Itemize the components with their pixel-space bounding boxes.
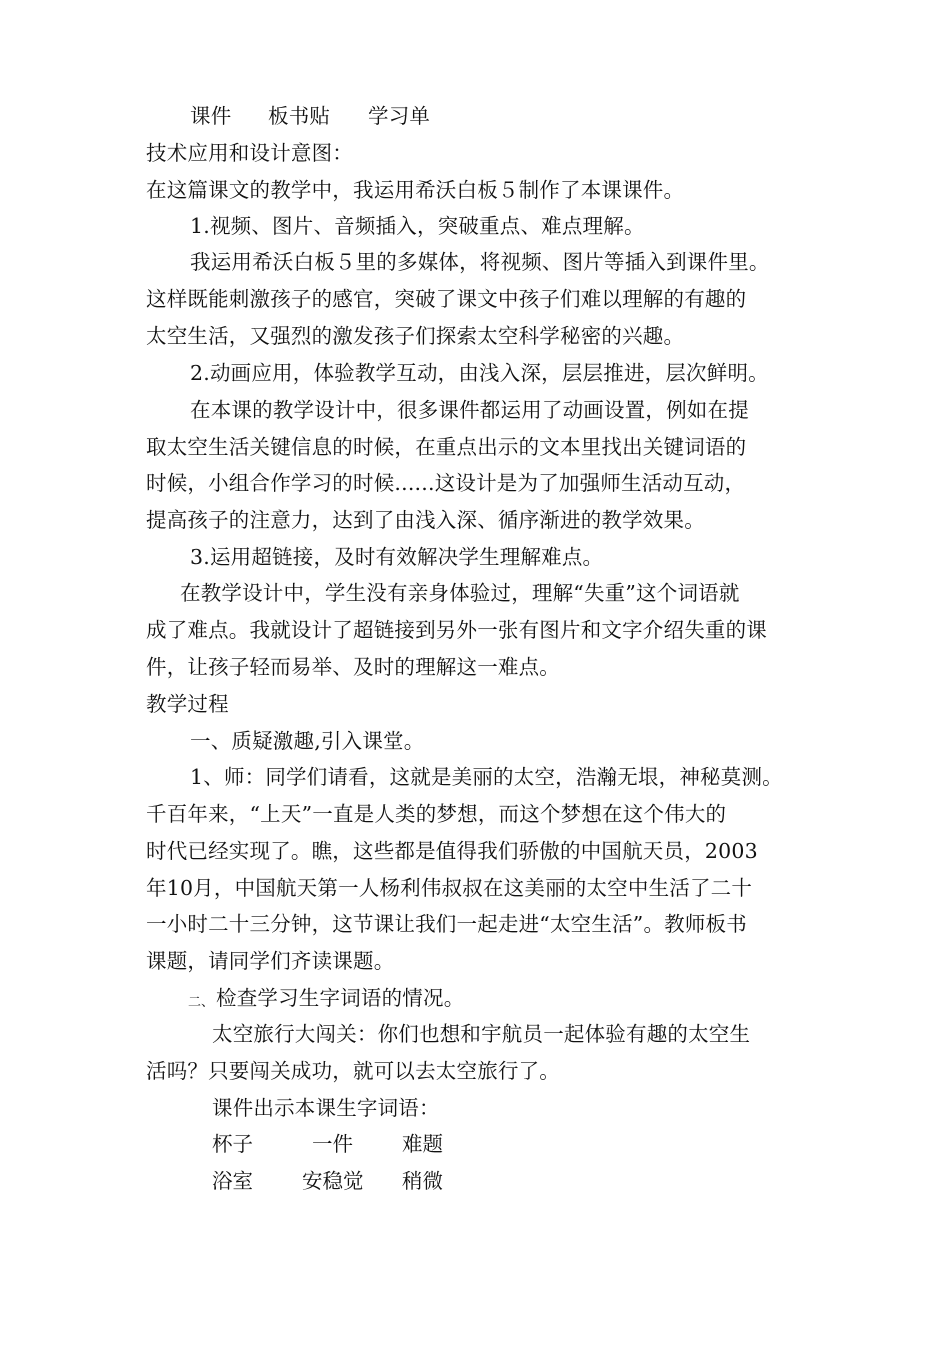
step2-number-mark: 二、 — [188, 995, 215, 1010]
point1-title: 1.视频、图片、音频插入，突破重点、难点理解。 — [190, 214, 645, 238]
step2-title: 检查学习生字词语的情况。 — [216, 986, 465, 1010]
paragraph-tech-intro: 在这篇课文的教学中，我运用希沃白板５制作了本课课件。 — [146, 178, 685, 202]
point3-line-2: 成了难点。我就设计了超链接到另外一张有图片和文字介绍失重的课 — [146, 618, 767, 642]
step1-line-6: 课题，请同学们齐读课题。 — [146, 949, 395, 973]
point2-line-2: 取太空生活关键信息的时候，在重点出示的文本里找出关键词语的 — [146, 435, 747, 459]
word-item: 杯子 — [212, 1132, 253, 1156]
step1-line-4: 年10月，中国航天第一人杨利伟叔叔在这美丽的太空中生活了二十 — [146, 876, 753, 900]
point2-line-1: 在本课的教学设计中，很多课件都运用了动画设置，例如在提 — [190, 398, 749, 422]
point1-line-3: 太空生活，又强烈的激发孩子们探索太空科学秘密的兴趣。 — [146, 324, 685, 348]
word-item: 稍微 — [402, 1169, 443, 1193]
point2-line-4: 提高孩子的注意力，达到了由浅入深、循序渐进的教学效果。 — [146, 508, 705, 532]
step1-title: 一、质疑激趣,引入课堂。 — [190, 729, 425, 753]
word-item: 浴室 — [212, 1169, 253, 1193]
words-row-2 — [0, 1171, 950, 1195]
point3-line-3: 件，让孩子轻而易举、及时的理解这一难点。 — [146, 655, 560, 679]
step1-line-5: 一小时二十三分钟，这节课让我们一起走进“太空生活”。教师板书 — [146, 912, 747, 936]
top-item-board-sticker: 板书贴 — [268, 104, 331, 128]
step2-line-1: 太空旅行大闯关：你们也想和宇航员一起体验有趣的太空生 — [212, 1022, 751, 1046]
step2-line-2: 活吗？只要闯关成功，就可以去太空旅行了。 — [146, 1059, 560, 1083]
point2-line-3: 时候，小组合作学习的时候......这设计是为了加强师生活动互动， — [146, 471, 746, 495]
section-title-process: 教学过程 — [146, 692, 229, 716]
point1-line-1: 我运用希沃白板５里的多媒体，将视频、图片等插入到课件里。 — [190, 250, 770, 274]
step1-line-3: 时代已经实现了。瞧，这些都是值得我们骄傲的中国航天员，2003 — [146, 839, 758, 863]
word-item: 难题 — [402, 1132, 443, 1156]
top-item-courseware: 课件 — [190, 104, 232, 128]
step1-line-1: 1、师：同学们请看，这就是美丽的太空，浩瀚无垠，神秘莫测。 — [190, 765, 783, 789]
point3-line-1: 在教学设计中，学生没有亲身体验过，理解“失重”这个词语就 — [180, 581, 740, 605]
point2-title: 2.动画应用，体验教学互动，由浅入深，层层推进，层次鲜明。 — [190, 361, 769, 385]
word-item: 一件 — [312, 1132, 353, 1156]
point3-title: 3.运用超链接，及时有效解决学生理解难点。 — [190, 545, 604, 569]
point1-line-2: 这样既能刺激孩子的感官，突破了课文中孩子们难以理解的有趣的 — [146, 287, 747, 311]
top-item-worksheet: 学习单 — [368, 104, 431, 128]
section-title-tech: 技术应用和设计意图： — [146, 141, 353, 165]
words-row-1 — [0, 1134, 950, 1158]
word-item: 安稳觉 — [302, 1169, 364, 1193]
step1-line-2: 千百年来，“上天”一直是人类的梦想，而这个梦想在这个伟大的 — [146, 802, 727, 826]
words-intro: 课件出示本课生字词语： — [212, 1096, 440, 1120]
